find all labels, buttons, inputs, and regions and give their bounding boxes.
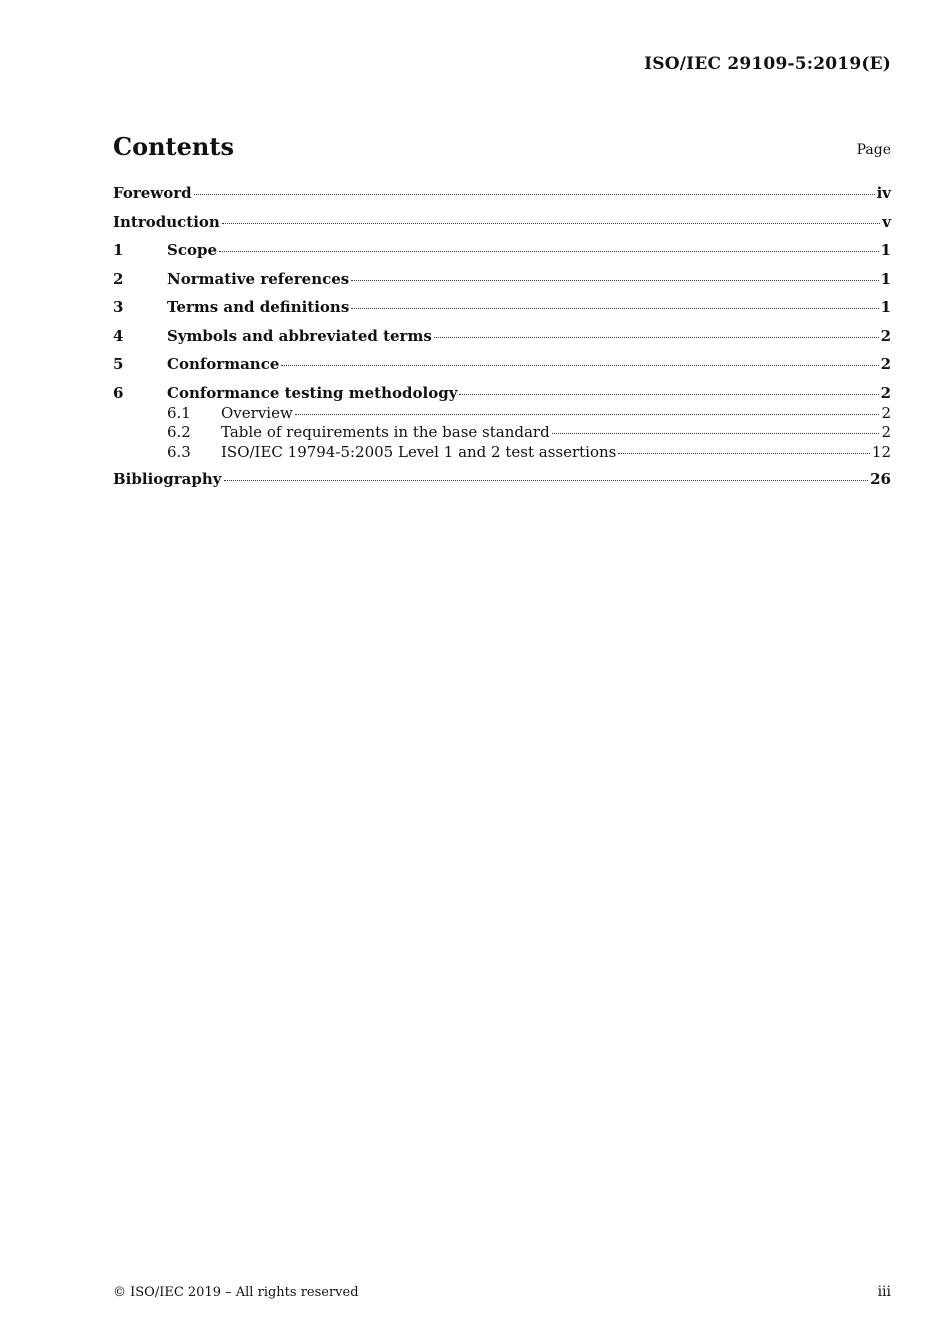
dot-leader	[351, 308, 878, 309]
dot-leader	[351, 280, 878, 281]
table-of-contents	[113, 184, 891, 499]
toc-entry-introduction[interactable]	[113, 213, 891, 242]
dot-leader	[295, 414, 880, 415]
toc-entry-terms-and-definitions[interactable]	[113, 298, 891, 327]
dot-leader	[224, 480, 869, 481]
toc-entry-foreword[interactable]	[113, 184, 891, 213]
dot-leader	[281, 365, 878, 366]
toc-title: Bibliography	[113, 470, 222, 488]
toc-page: 1	[880, 298, 891, 316]
toc-page: 1	[880, 241, 891, 259]
toc-title: Conformance testing methodology	[167, 383, 458, 402]
toc-number: 4	[113, 326, 124, 345]
toc-entry-scope[interactable]	[113, 241, 891, 270]
toc-number: 3	[113, 298, 124, 316]
toc-title: Terms and definitions	[167, 298, 350, 316]
toc-entry-symbols[interactable]	[113, 327, 891, 356]
toc-entry-conformance-testing[interactable]	[113, 384, 891, 404]
toc-page: 26	[870, 470, 891, 488]
contents-heading: Contents	[113, 132, 234, 161]
dot-leader	[552, 433, 880, 434]
toc-title: Scope	[167, 241, 218, 259]
toc-title: Overview	[221, 403, 293, 422]
toc-title: Table of requirements in the base standard	[221, 423, 550, 441]
dot-leader	[434, 337, 879, 338]
toc-number: 1	[113, 241, 124, 259]
toc-page: v	[882, 212, 891, 231]
toc-page: 2	[880, 326, 891, 345]
toc-page: 2	[881, 423, 891, 441]
dot-leader	[459, 394, 878, 395]
toc-number: 2	[113, 269, 124, 288]
toc-page: iv	[876, 184, 891, 202]
toc-page: 2	[880, 383, 891, 402]
page-column-label: Page	[856, 142, 891, 158]
dot-leader	[222, 223, 880, 224]
footer-copyright: © ISO/IEC 2019 – All rights reserved	[113, 1285, 359, 1300]
toc-page: 1	[880, 269, 891, 288]
toc-number: 6.2	[167, 423, 191, 441]
toc-entry-overview[interactable]	[113, 404, 891, 424]
toc-entry-bibliography[interactable]	[113, 470, 891, 499]
dot-leader	[194, 194, 875, 195]
toc-entry-table-of-requirements[interactable]	[113, 423, 891, 443]
toc-title: Normative references	[167, 269, 350, 288]
toc-page: 2	[880, 355, 891, 373]
toc-title: Conformance	[167, 355, 280, 373]
document-id: ISO/IEC 29109-5:2019(E)	[644, 54, 891, 74]
toc-title: Symbols and abbreviated terms	[167, 326, 432, 345]
toc-entry-normative-references[interactable]	[113, 270, 891, 299]
toc-entry-test-assertions[interactable]	[113, 443, 891, 463]
toc-page: 12	[871, 442, 891, 461]
toc-entry-conformance[interactable]	[113, 355, 891, 384]
toc-number: 6.1	[167, 403, 191, 422]
footer-page-number: iii	[877, 1284, 891, 1300]
toc-title: Foreword	[113, 184, 192, 202]
toc-number: 5	[113, 355, 124, 373]
dot-leader	[219, 251, 879, 252]
toc-title: Introduction	[113, 212, 220, 231]
toc-title: ISO/IEC 19794-5:2005 Level 1 and 2 test assertions	[221, 442, 617, 461]
toc-number: 6.3	[167, 442, 191, 461]
toc-number: 6	[113, 383, 124, 402]
dot-leader	[618, 453, 870, 454]
toc-page: 2	[881, 403, 891, 422]
